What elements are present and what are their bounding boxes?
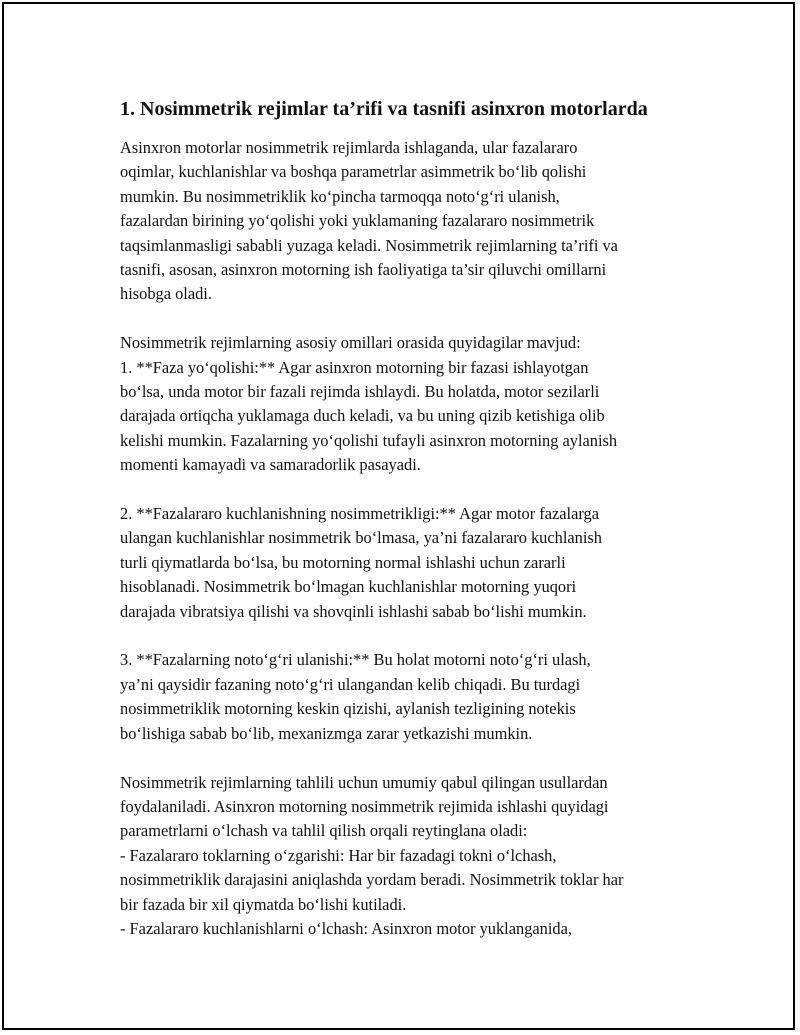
text-line: fazalardan birining yo‘qolishi yoki yuklamaning fazalararo nosimmetrik	[120, 211, 595, 231]
text-line: bo‘lishiga sabab bo‘lib, mexanizmga zarar yetkazishi mumkin.	[120, 723, 533, 743]
text-line: tasnifi, asosan, asinxron motorning ish faoliyatiga ta’sir qiluvchi omillarni	[120, 260, 607, 280]
text-line: hisoblanadi. Nosimmetrik bo‘lmagan kuchlanishlar motorning yuqori	[120, 577, 577, 597]
document-body	[120, 96, 695, 966]
paragraph-1	[120, 136, 695, 307]
section-title: 1. Nosimmetrik rejimlar ta’rifi va tasnifi asinxron motorlarda	[120, 98, 648, 120]
paragraph-4	[120, 648, 695, 746]
text-line: bo‘lsa, unda motor bir fazali rejimda ishlaydi. Bu holatda, motor sezilarli	[120, 382, 600, 402]
text-line: mumkin. Bu nosimmetriklik ko‘pincha tarmoqqa noto‘g‘ri ulanish,	[120, 186, 560, 206]
text-line: ulangan kuchlanishlar nosimmetrik bo‘lmasa, ya’ni fazalararo kuchlanish	[120, 528, 602, 548]
text-line: 3. **Fazalarning noto‘g‘ri ulanishi:** Bu holat motorni noto‘g‘ri ulash,	[120, 650, 591, 670]
text-line: Nosimmetrik rejimlarning asosiy omillari orasida quyidagilar mavjud:	[120, 333, 581, 353]
text-line: ya’ni qaysidir fazaning noto‘g‘ri ulangandan kelib chiqadi. Bu turdagi	[120, 674, 581, 694]
text-line: nosimmetriklik motorning keskin qizishi, aylanish tezligining notekis	[120, 699, 576, 719]
text-line: Nosimmetrik rejimlarning tahlili uchun umumiy qabul qilingan usullardan	[120, 772, 608, 792]
paragraph-2	[120, 331, 695, 477]
text-line: hisobga oladi.	[120, 284, 212, 304]
text-line: momenti kamayadi va samaradorlik pasayadi.	[120, 455, 421, 475]
text-line: darajada vibratsiya qilishi va shovqinli ishlashi sabab bo‘lishi mumkin.	[120, 601, 587, 621]
text-line: nosimmetriklik darajasini aniqlashda yordam beradi. Nosimmetrik toklar har	[120, 870, 624, 890]
text-line: 1. **Faza yo‘qolishi:** Agar asinxron motorning bir fazasi ishlayotgan	[120, 357, 589, 377]
text-line: - Fazalararo toklarning o‘zgarishi: Har bir fazadagi tokni o‘lchash,	[120, 845, 557, 865]
text-line: kelishi mumkin. Fazalarning yo‘qolishi tufayli asinxron motorning aylanish	[120, 430, 618, 450]
text-line: darajada ortiqcha yuklamaga duch keladi, va bu uning qizib ketishiga olib	[120, 406, 605, 426]
paragraph-3	[120, 502, 695, 624]
text-line: turli qiymatlarda bo‘lsa, bu motorning normal ishlashi uchun zararli	[120, 552, 566, 572]
text-line: - Fazalararo kuchlanishlarni o‘lchash: Asinxron motor yuklanganida,	[120, 918, 572, 938]
paragraph-5	[120, 771, 695, 942]
text-line: bir fazada bir xil qiymatda bo‘lishi kutiladi.	[120, 894, 407, 914]
text-line: foydalaniladi. Asinxron motorning nosimmetrik rejimida ishlashi quyidagi	[120, 796, 609, 816]
text-line: Asinxron motorlar nosimmetrik rejimlarda ishlaganda, ular fazalararo	[120, 138, 578, 157]
text-line: parametrlarni o‘lchash va tahlil qilish orqali reytinglana oladi:	[120, 821, 528, 841]
text-line: 2. **Fazalararo kuchlanishning nosimmetrikligi:** Agar motor fazalarga	[120, 504, 599, 524]
page-frame	[2, 2, 795, 1030]
text-line: taqsimlanmasligi sababli yuzaga keladi. Nosimmetrik rejimlarning ta’rifi va	[120, 235, 618, 255]
text-line: oqimlar, kuchlanishlar va boshqa parametrlar asimmetrik bo‘lib qolishi	[120, 162, 587, 182]
